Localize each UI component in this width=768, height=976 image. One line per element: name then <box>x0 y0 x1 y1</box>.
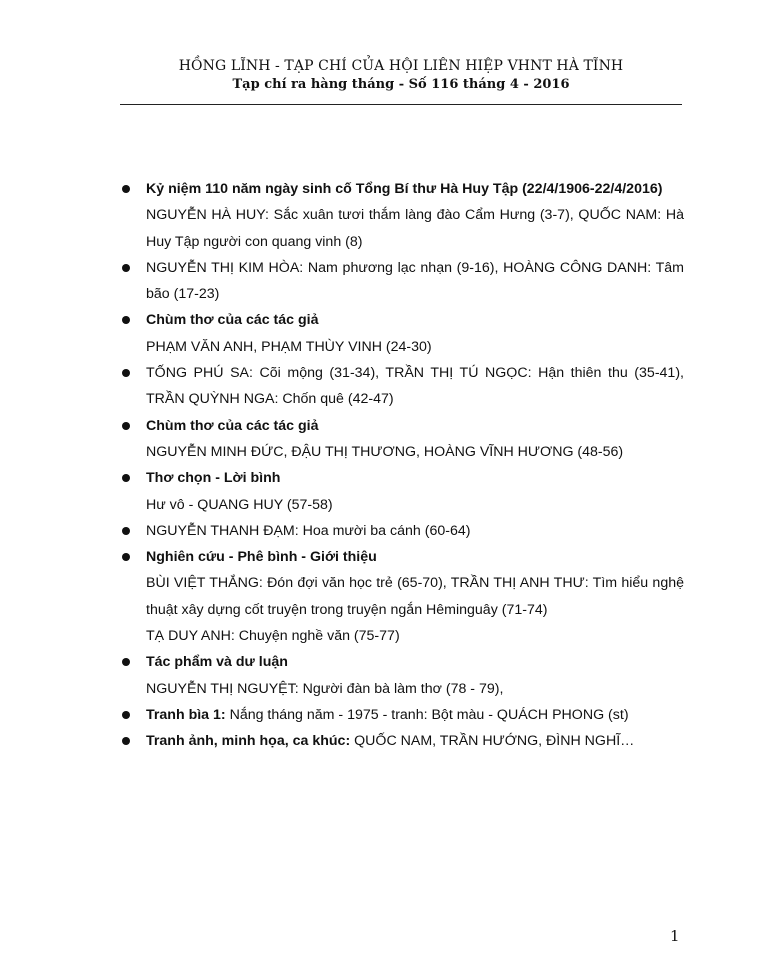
header-divider <box>120 104 682 105</box>
toc-item-heading: Tranh ảnh, minh họa, ca khúc: <box>146 733 351 750</box>
toc-item-poetry-2 <box>120 413 684 466</box>
toc-item-heading: Chùm thơ của các tác giả <box>146 312 319 329</box>
toc-item-prose-2 <box>120 360 684 413</box>
bullet-icon <box>122 422 130 430</box>
toc-item-heading: Tác phẩm và dư luận <box>146 654 288 671</box>
toc-item-text: Hư vô - QUANG HUY (57-58) <box>146 496 333 513</box>
bullet-icon <box>122 737 130 745</box>
toc-item-heading: Kỷ niệm 110 năm ngày sinh cố Tổng Bí thư Hà Huy Tập (22/4/1906-22/4/2016) <box>146 181 663 197</box>
toc-item-opinion <box>120 649 684 702</box>
toc-item-poetry-1 <box>120 307 684 360</box>
toc-item-prose-1 <box>120 255 684 308</box>
bullet-icon <box>122 474 130 482</box>
bullet-icon <box>122 316 130 324</box>
magazine-header <box>120 56 682 94</box>
toc-item-anniversary <box>120 176 684 255</box>
toc-item-text: NGUYỄN HÀ HUY: Sắc xuân tươi thắm làng đào Cẩm Hưng (3-7), QUỐC NAM: Hà Huy Tập người con quang vinh (8) <box>146 207 684 250</box>
toc-item-text: NGUYỄN THỊ NGUYỆT: Người đàn bà làm thơ (78 - 79), <box>146 680 504 697</box>
toc-item-cover <box>120 702 684 728</box>
toc-item-line <box>146 728 684 754</box>
toc-item-line <box>146 702 684 728</box>
magazine-title: HỒNG LĨNH - TẠP CHÍ CỦA HỘI LIÊN HIỆP VHNT HÀ TĨNH <box>178 58 624 74</box>
page-number: 1 <box>670 927 680 945</box>
toc-item-heading: Tranh bìa 1: <box>146 706 226 723</box>
toc-item-heading: Nghiên cứu - Phê bình - Giới thiệu <box>146 549 377 566</box>
bullet-icon <box>122 264 130 272</box>
bullet-icon <box>122 527 130 535</box>
toc-item-illustrations <box>120 728 684 754</box>
bullet-icon <box>122 553 130 561</box>
toc-item-text: BÙI VIỆT THẮNG: Đón đợi văn học trẻ (65-70), TRẦN THỊ ANH THƯ: Tìm hiểu nghệ thuật xây dựng cốt truyện trong truyện ngắn Hêminguây (71-74) <box>146 575 684 618</box>
toc-item-heading: Thơ chọn - Lời bình <box>146 470 281 487</box>
toc-item-text: NGUYỄN THỊ KIM HÒA: Nam phương lạc nhạn (9-16), HOÀNG CÔNG DANH: Tâm bão (17-23) <box>146 259 684 303</box>
table-of-contents <box>120 176 684 755</box>
toc-item-heading: Chùm thơ của các tác giả <box>146 417 319 434</box>
bullet-icon <box>122 185 130 193</box>
toc-item-poem-review <box>120 465 684 518</box>
bullet-icon <box>122 658 130 666</box>
toc-item-prose-3 <box>120 518 684 544</box>
toc-item-text: QUỐC NAM, TRẦN HƯỚNG, ĐÌNH NGHĨ… <box>350 733 635 750</box>
toc-item-text: PHẠM VĂN ANH, PHẠM THÙY VINH (24-30) <box>146 338 432 355</box>
toc-item-text-2: TẠ DUY ANH: Chuyện nghề văn (75-77) <box>146 628 400 645</box>
toc-item-text: Nắng tháng năm - 1975 - tranh: Bột màu - QUÁCH PHONG (st) <box>225 706 629 723</box>
toc-item-text: NGUYỄN MINH ĐỨC, ĐẬU THỊ THƯƠNG, HOÀNG VĨNH HƯƠNG (48-56) <box>146 443 624 460</box>
toc-item-text: NGUYỄN THANH ĐẠM: Hoa mười ba cánh (60-64) <box>146 522 471 539</box>
bullet-icon <box>122 711 130 719</box>
bullet-icon <box>122 369 130 377</box>
toc-item-text: TỐNG PHÚ SA: Cõi mộng (31-34), TRẦN THỊ TÚ NGỌC: Hận thiên thu (35-41), TRẦN QUỲNH NGA: Chốn quê (42-47) <box>146 365 684 408</box>
toc-item-research <box>120 544 684 649</box>
issue-info: Tạp chí ra hàng tháng - Số 116 tháng 4 - 2016 <box>232 77 570 92</box>
